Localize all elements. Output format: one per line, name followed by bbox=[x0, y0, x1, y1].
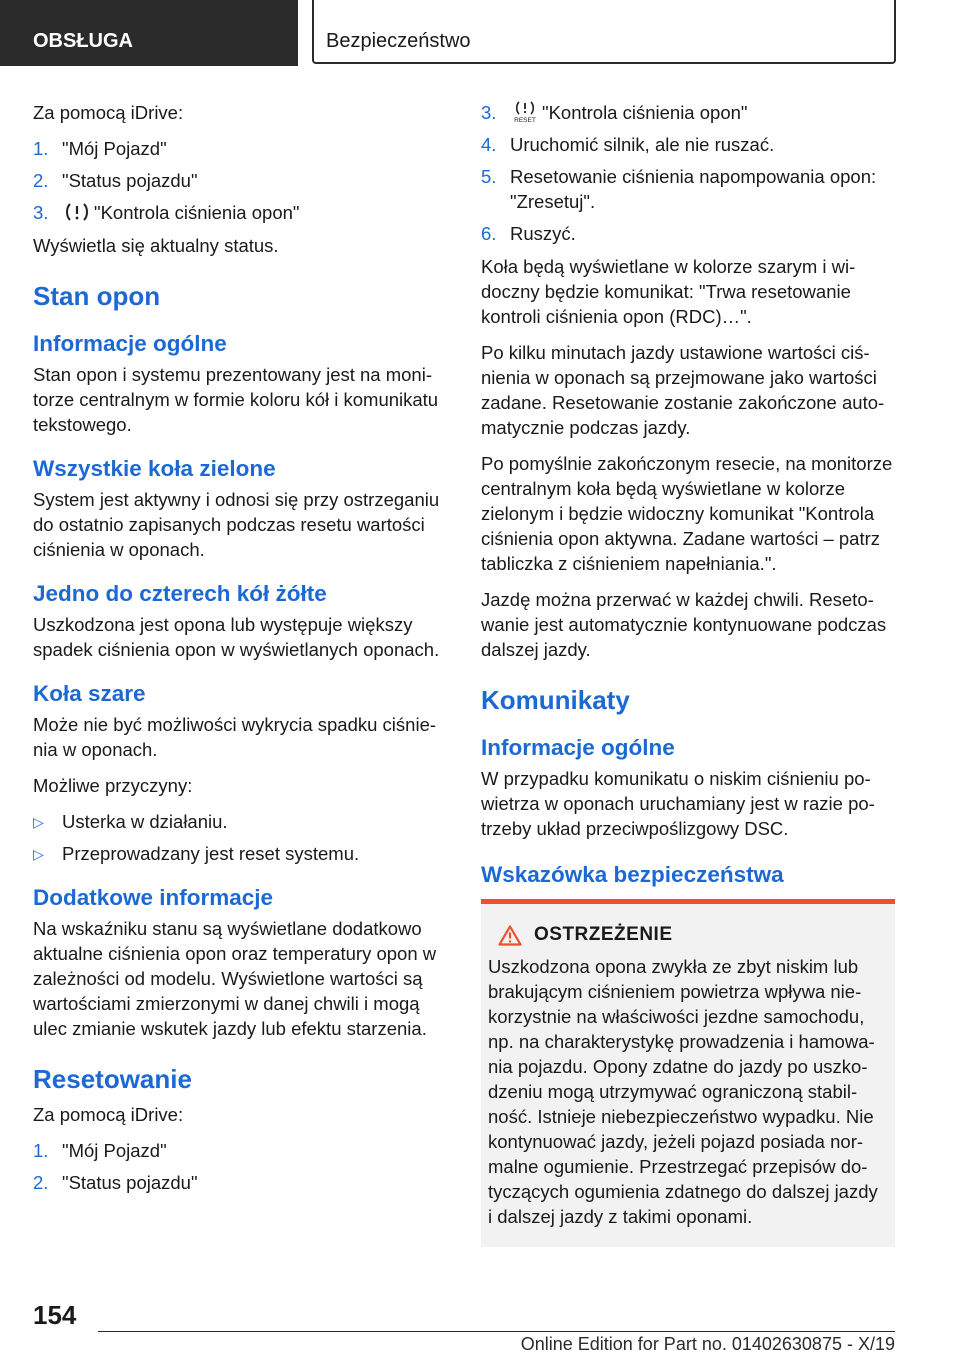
steps-list bbox=[33, 136, 448, 225]
warning-header bbox=[488, 924, 886, 946]
step-number: 2. bbox=[33, 1172, 49, 1193]
heading-general-info: Informacje ogólne bbox=[33, 331, 227, 356]
heading-safety-note: Wskazówka bezpieczeństwa bbox=[481, 862, 784, 887]
list-item bbox=[33, 200, 448, 225]
list-item bbox=[33, 809, 448, 834]
step-text: "Kontrola ciśnienia opon" bbox=[94, 202, 300, 223]
paragraph-reset-success: Po pomyślnie zakończonym resecie, na monitorze centralnym koła będą wyświetlane w kolorze zielonym i będzie widoczny komunikat "Kontrola ciśnienia opon aktywna. Zadane wartości – patrz tabliczka z ciśnieniem napełniania.". bbox=[481, 453, 893, 574]
topic-tab: Bezpieczeństwo bbox=[312, 0, 896, 64]
step-number: 5. bbox=[481, 166, 497, 187]
tire-pressure-reset-icon bbox=[512, 101, 538, 123]
tire-pressure-icon bbox=[64, 201, 90, 223]
page-number: 154 bbox=[33, 1300, 77, 1330]
paragraph-causes: Możliwe przyczyny: bbox=[33, 775, 193, 796]
step-text: Ruszyć. bbox=[510, 223, 576, 244]
step-number: 3. bbox=[33, 202, 49, 223]
step-number: 2. bbox=[33, 170, 49, 191]
heading-extra-info: Dodatkowe informacje bbox=[33, 885, 274, 910]
step-number: 1. bbox=[33, 138, 49, 159]
paragraph-reset-interrupt: Jazdę można przerwać w każdej chwili. Resetowanie jest automatycznie kontynuowane podczas dalszej jazdy. bbox=[481, 589, 887, 660]
heading-all-green: Wszystkie koła zielone bbox=[33, 456, 276, 481]
right-column bbox=[481, 100, 895, 1247]
footer-divider bbox=[98, 1331, 895, 1332]
warning-title: OSTRZEŻENIE bbox=[534, 924, 673, 945]
reset-steps-list bbox=[33, 1138, 448, 1195]
step-text: "Kontrola ciśnienia opon" bbox=[542, 102, 748, 123]
paragraph-messages-info: W przypadku komunikatu o niskim ciśnieniu powietrza w oponach uruchamiany jest w razie potrzeby układ przeciwpoślizgowy DSC. bbox=[481, 768, 875, 839]
paragraph-grey: Może nie być możliwości wykrycia spadku ciśnienia w oponach. bbox=[33, 714, 437, 760]
reset-steps-continued bbox=[481, 100, 895, 246]
step-text: "Status pojazdu" bbox=[62, 170, 198, 191]
step-text: "Mój Pojazd" bbox=[62, 1140, 167, 1161]
warning-box bbox=[481, 899, 895, 1247]
step-text: Resetowanie ciśnienia napompowania opon: "Zresetuj". bbox=[510, 166, 877, 212]
list-item bbox=[33, 1170, 448, 1195]
reset-icon-label: RESET bbox=[514, 117, 536, 124]
list-item bbox=[481, 164, 895, 214]
footer-edition: Online Edition for Part no. 01402630875 - X/19 bbox=[520, 1334, 895, 1354]
step-number: 6. bbox=[481, 223, 497, 244]
list-item bbox=[481, 100, 895, 125]
warning-triangle-icon bbox=[498, 925, 522, 946]
section-tab: OBSŁUGA bbox=[0, 0, 298, 66]
list-item bbox=[33, 168, 448, 193]
warning-text: Uszkodzona opona zwykła ze zbyt niskim lub brakującym ciśnieniem powietrza wpływa niekorzystnie na właściwości jezdne samochodu, np. na charakterystykę prowadzenia i hamowania pojazdu. Opony zdatne do jazdy po uszkodzeniu mogą utrzymywać ograniczoną stabilność. Istnieje niebezpieczeństwo wypadku. Nie kontynuować jazdy, jeżeli pojazd posiada normalne ogumienie. Przestrzegać przepisów dotyczących ogumienia zdatnego do dalszej jazdy i dalszej jazdy z takimi oponami. bbox=[488, 956, 878, 1227]
bullet-text: Przeprowadzany jest reset systemu. bbox=[62, 843, 360, 864]
heading-yellow: Jedno do czterech kół żółte bbox=[33, 581, 327, 606]
page-header bbox=[0, 0, 960, 66]
left-column bbox=[33, 100, 448, 1203]
heading-messages: Komunikaty bbox=[481, 685, 630, 715]
paragraph-reset-grey: Koła będą wyświetlane w kolorze szarym i widoczny będzie komunikat: "Trwa resetowanie kontroli ciśnienia opon (RDC)…". bbox=[481, 256, 856, 327]
paragraph-all-green: System jest aktywny i odnosi się przy ostrzeganiu do ostatnio zapisanych podczas resetu wartości ciśnienia w oponach. bbox=[33, 489, 440, 560]
list-item bbox=[481, 132, 895, 157]
step-number: 3. bbox=[481, 102, 497, 123]
idrive-intro-2: Za pomocą iDrive: bbox=[33, 1104, 184, 1125]
status-line: Wyświetla się aktualny status. bbox=[33, 235, 279, 256]
list-item bbox=[481, 221, 895, 246]
list-item bbox=[33, 841, 448, 866]
heading-reset: Resetowanie bbox=[33, 1064, 192, 1094]
heading-stan-opon: Stan opon bbox=[33, 281, 161, 311]
paragraph-yellow: Uszkodzona jest opona lub występuje większy spadek ciśnienia opon w wyświetlanych oponach. bbox=[33, 614, 440, 660]
paragraph-reset-minutes: Po kilku minutach jazdy ustawione wartości ciśnienia w oponach są przejmowane jako wartości zadane. Resetowanie zostanie zakończone automatycznie podczas jazdy. bbox=[481, 342, 885, 438]
step-text: Uruchomić silnik, ale nie ruszać. bbox=[510, 134, 775, 155]
causes-list bbox=[33, 809, 448, 866]
heading-messages-info: Informacje ogólne bbox=[481, 735, 675, 760]
paragraph-general-info: Stan opon i systemu prezentowany jest na monitorze centralnym w formie koloru kół i komunikatu tekstowego. bbox=[33, 364, 439, 435]
triangle-bullet-icon: ▷ bbox=[33, 846, 44, 862]
triangle-bullet-icon: ▷ bbox=[33, 814, 44, 830]
list-item bbox=[33, 1138, 448, 1163]
step-text: "Status pojazdu" bbox=[62, 1172, 198, 1193]
bullet-text: Usterka w działaniu. bbox=[62, 811, 228, 832]
idrive-intro: Za pomocą iDrive: bbox=[33, 102, 184, 123]
list-item bbox=[33, 136, 448, 161]
step-text: "Mój Pojazd" bbox=[62, 138, 167, 159]
paragraph-extra-info: Na wskaźniku stanu są wyświetlane dodatkowo aktualne ciśnienia opon oraz temperatury opon w zależności od modelu. Wyświetlone wartości są wartościami zmierzonymi w danej chwili i mogą ulec zmianie wskutek jazdy lub efektu starzenia. bbox=[33, 918, 437, 1039]
step-number: 4. bbox=[481, 134, 497, 155]
heading-grey: Koła szare bbox=[33, 681, 146, 706]
step-number: 1. bbox=[33, 1140, 49, 1161]
